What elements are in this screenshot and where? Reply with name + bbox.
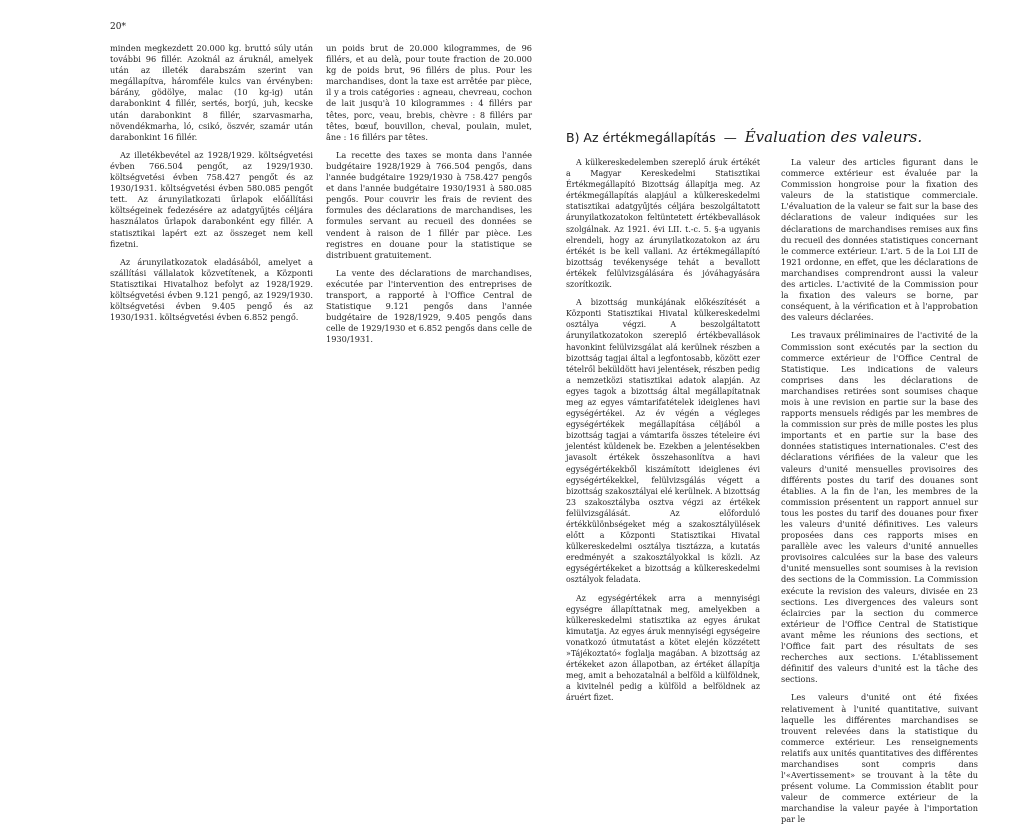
column-hungarian-left: [110, 43, 313, 330]
column-hungarian-right: [566, 157, 760, 711]
page-number: 20*: [110, 22, 126, 32]
section-heading-hungarian: B) Az értékmegállapítás: [566, 130, 716, 145]
paragraph: minden megkezdett 20.000 kg. bruttó súly után további 96 fillér. Azoknál az áruknál, amelyek után az illeték darabszám szerint van megállapítva, háromféle kulcs van érvényben: bárány, gödölye, malac (10 kg-ig) után darabonkint 4 fillér, sertés, borjú, juh, kecske után darabonkint 8 fillér, szarvasmarha, növendékmarha, ló, csikó, öszvér, szamár után darabonkint 16 fillér.: [110, 43, 313, 142]
paragraph: Az illetékbevétel az 1928/1929. költségvetési évben 766.504 pengőt, az 1929/1930. költségvetési évben 758.427 pengőt és az 1930/1931. költségvetési évben 580.085 pengőt tett. Az árunyilatkozati űrlapok előállítási költségeinek fedezésére az adatgyűjtés céljára használatos űrlapok darabonként egy fillér. A statisztikai lapért ezt az összeget nem kell fizetni.: [110, 149, 313, 249]
section-heading-french: Évaluation des valeurs.: [744, 128, 923, 146]
paragraph: Az egységértékek arra a mennyiségi egységre állapíttatnak meg, amelyekben a külkereskedelmi statisztika az egyes árukat kimutatja. Az egyes áruk mennyiségi egységeire vonatkozó útmutatást a kötet elején közzétett »Tájékoztató« foglalja magában. A bizottság az értékeket azon állapotban, az értéket állapítja meg, amit a behozatalnál a belföld a külföldnek, a kivitelnél pedig a külföld a belföldnek az áruért fizet.: [566, 593, 760, 703]
paragraph: Les valeurs d'unité ont été fixées relativement à l'unité quantitative, suivant laquelle les différentes marchandises se trouvent relevées dans la statistique du commerce extérieur. Les renseignements relatifs aux unités quantitatives des différentes marchandises sont compris dans l'«Avertissement» se trouvant à la tête du présent volume. La Commission établit pour valeur de commerce extérieur de la marchandise la valeur payée à l'importation par le: [781, 692, 978, 825]
paragraph: La vente des déclarations de marchandises, exécutée par l'intervention des entreprises de transport, a rapporté à l'Office Central de Statistique 9.121 pengős dans l'année budgétaire de 1928/1929, 9.405 pengős dans celle de 1929/1930 et 6.852 pengős dans celle de 1930/1931.: [326, 267, 532, 345]
column-french-right: [781, 157, 978, 833]
paragraph: La valeur des articles figurant dans le commerce extérieur est évaluée par la Commission hongroise pour la fixation des valeurs de la statistique commerciale. L'évaluation de la valeur se fait sur la base des déclarations de valeur indiquées sur les déclarations de marchandises remises aux fins du recueil des données statistiques concernant le commerce extérieur. L'art. 5 de la Loi LII de 1921 ordonne, en effet, que les déclarations de marchandises comprendront aussi la valeur des articles. L'activité de la Commission pour la fixation des valeurs se borne, par conséquent, à la vérification et à l'approbation des valeurs déclarées.: [781, 157, 978, 323]
paragraph: A bizottság munkájának előkészítését a Központi Statisztikai Hivatal külkereskedelmi osztálya végzi. A beszolgáltatott árunyilatkozatokon szereplő értékbevallások havonkint felülvizsgálat alá kerülnek részben a bizottság tagjai által a legfontosabb, között ezer tételről beküldött havi jelentések, részben pedig a nemzetközi statisztikai adatok alapján. Az egyes tagok a bizottság által megállapítatnak meg az egyes vámtarifatételek ideiglenes havi egységértékei. Az év végén a végleges egységértékek megállapítása céljából a bizottság tagjai a vámtarifa összes tételeire évi jelentést küldenek be. Ezekben a jelentésekben javasolt értékek összehasonlítva a havi egységértékekből kiszámított ideiglenes évi egységértékekkel, felülvizsgálás végett a bizottság szakosztályai elé kerülnek. A bizottság 23 szakosztályba osztva végzi az értékek felülvizsgálását. Az előforduló értékkülönbségeket még a szakosztályülések előtt a Központi Statisztikai Hivatal külkereskedelmi osztálya tisztázza, a kutatás eredményét a szakosztályokkal is közli. Az egységértékeket a bizottság a külkereskedelmi osztályok feladata.: [566, 298, 760, 585]
paragraph: un poids brut de 20.000 kilogrammes, de 96 fillérs, et au delà, pour toute fraction de 20.000 kg de poids brut, 96 fillérs de plus. Pour les marchandises, dont la taxe est arrêtée par pièce, il y a trois catégories : agneau, chevreau, cochon de lait jusqu'à 10 kilogrammes : 4 fillérs par têtes, porc, veau, brebis, chèvre : 8 fillérs par têtes, bœuf, bouvillon, cheval, poulain, mulet, âne : 16 fillérs par têtes.: [326, 43, 532, 142]
paragraph: A külkereskedelemben szereplő áruk értékét a Magyar Kereskedelmi Statisztikai Értékmegállapító Bizottság állapítja meg. Az értékmegállapítás alapjául a külkereskedelmi statisztikai adatgyűjtés céljára beszolgáltatott árunyilatkozatokon feltüntetett értékbevallások szolgálnak. Az 1921. évi LII. t.-c. 5. §-a ugyanis elrendeli, hogy az árunyilatkozatokon az áru értékét is be kell vallani. Az értékmegállapító bizottság tevékenysége tehát a bevallott értékek felülvizsgálására és jóváhagyására szorítkozik.: [566, 158, 760, 290]
paragraph: Les travaux préliminaires de l'activité de la Commission sont exécutés par la section du commerce extérieur de l'Office Central de Statistique. Les indications de valeurs comprises dans les déclarations de marchandises retirées sont soumises chaque mois à une revision en partie sur la base des rapports mensuels rédigés par les membres de la commission sur près de mille postes les plus importants et en partie sur la base des données statistiques internationales. C'est des déclarations vérifiées de la valeur que les valeurs d'unité mensuelles provisoires des différents postes du tarif des douanes sont établies. A la fin de l'an, les membres de la commission présentent un rapport annuel sur tous les postes du tarif des douanes pour fixer les valeurs d'unité définitives. Les valeurs proposées dans ces rapports mises en parallèle avec les valeurs d'unité annuelles provisoires calculées sur la base des valeurs d'unité mensuelles sont soumises à la revision des sections de la Commission. La Commission exécute la revision des valeurs, divisée en 23 sections. Les divergences des valeurs sont éclaircies par la section du commerce extérieur de l'Office Central de Statistique avant même les réunions des sections, et l'Office fait part des résultats de ses recherches aux sections. L'établissement définitif des valeurs d'unité est la tâche des sections.: [781, 330, 978, 685]
heading-dash: —: [723, 131, 737, 146]
column-french-left: [326, 43, 532, 352]
section-heading: [566, 128, 986, 146]
paragraph: La recette des taxes se monta dans l'année budgétaire 1928/1929 à 766.504 pengős, dans l'année budgétaire 1929/1930 à 758.427 pengős et dans l'année budgétaire 1930/1931 à 580.085 pengős. Pour couvrir les frais de revient des formules des déclarations de marchandises, les formules servant au recueil des données se vendent à raison de 1 fillér par pièce. Les registres en douane pour la statistique se distribuent gratuitement.: [326, 149, 532, 260]
paragraph: Az árunyilatkozatok eladásából, amelyet a szállítási vállalatok közvetítenek, a Központi Statisztikai Hivatalhoz befolyt az 1928/1929. költségvetési évben 9.121 pengő, az 1929/1930. költségvetési évben 9.405 pengő és az 1930/1931. költségvetési évben 6.852 pengő.: [110, 256, 313, 323]
